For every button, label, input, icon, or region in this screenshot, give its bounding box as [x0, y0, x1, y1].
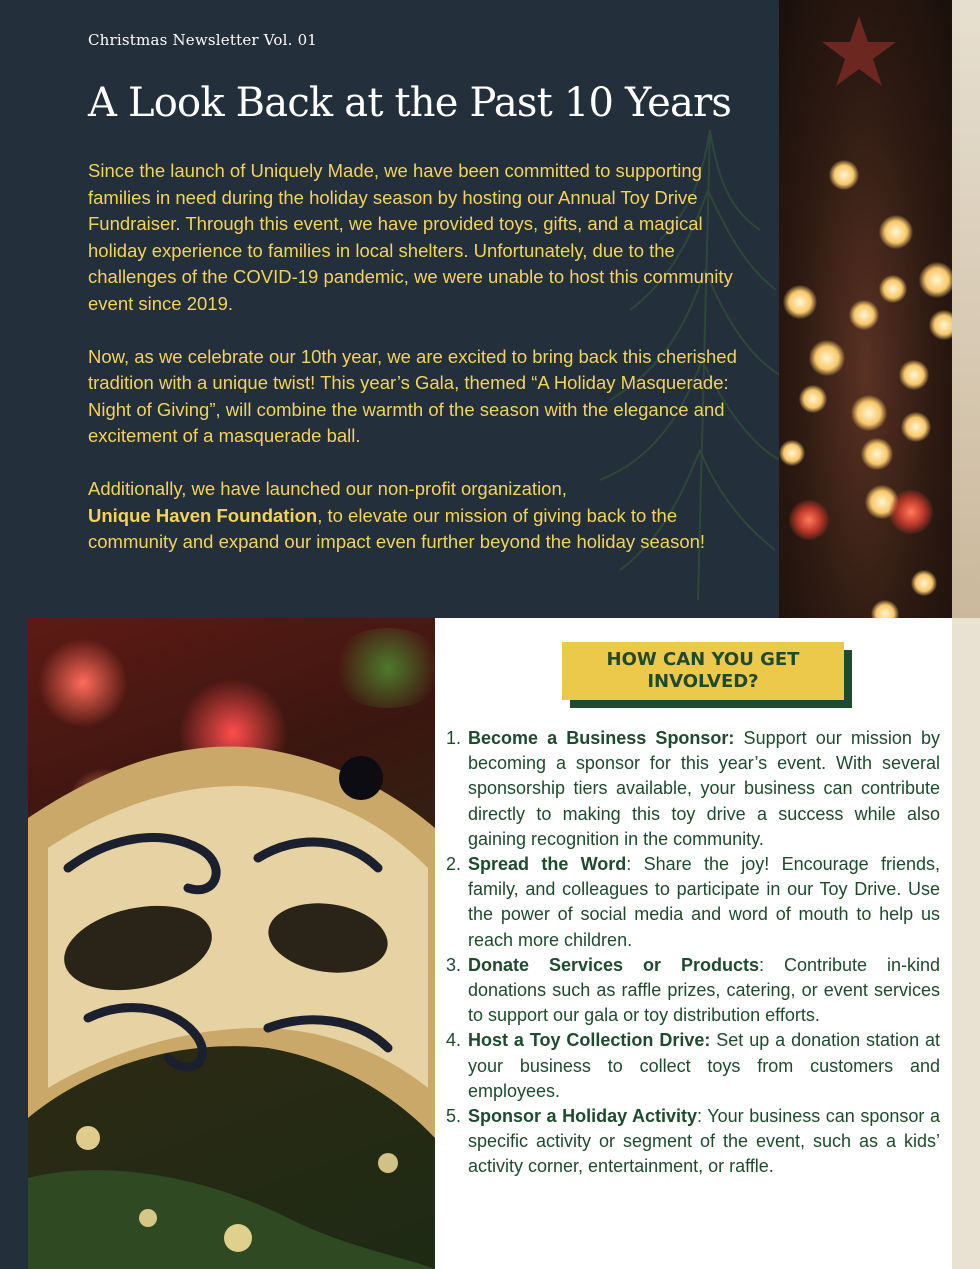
christmas-tree-photo [779, 0, 952, 618]
light-bokeh [879, 275, 907, 303]
newsletter-kicker: Christmas Newsletter Vol. 01 [88, 31, 318, 49]
light-bokeh [809, 340, 845, 376]
involvement-heading [562, 642, 844, 700]
list-item-text: Set up a donation station at your business to collect toys from customers and employees. [468, 1030, 940, 1101]
light-bokeh [851, 395, 887, 431]
intro-paragraph: Since the launch of Uniquely Made, we have been committed to supporting families in need during the holiday season by hosting our Annual Toy Drive Fundraiser. Through this event, we have provided toys, gifts, and a magical holiday experience to families in local shelters. Unfortunately, due to the challenges of the COVID-19 pandemic, we were unable to host this community event since 2019. [88, 160, 733, 314]
list-item [446, 852, 940, 953]
list-number: 1. [446, 728, 462, 748]
list-item-text: Support our mission by becoming a sponsor for this year’s event. With several sponsorship tiers available, your business can contribute directly to making this toy drive a success while also gaining recognition in the community. [468, 728, 940, 849]
light-bokeh [799, 385, 827, 413]
list-number: 5. [446, 1106, 462, 1127]
intro-paragraph: Now, as we celebrate our 10th year, we are excited to bring back this cherished tradition with a unique twist! This year’s Gala, themed “A Holiday Masquerade: Night of Giving”, will combine the warmth of the season with the elegance and excitement of a masquerade ball. [88, 345, 737, 446]
light-bokeh [901, 412, 931, 442]
light-bokeh [779, 440, 805, 466]
light-bokeh [861, 438, 893, 470]
list-item-title: Spread the Word [468, 854, 627, 875]
light-bokeh [783, 285, 817, 319]
page-title: A Look Back at the Past 10 Years [88, 80, 732, 126]
intro-text-segment: Additionally, we have launched our non-profit organization, [88, 478, 567, 499]
list-item-text: : Share the joy! Encourage friends, family, and colleagues to participate in our Toy Drive. Use the power of social media and word of mouth to help us reach more children. [468, 854, 940, 950]
list-item [446, 726, 940, 852]
intro-text-segment: , to elevate our mission of giving back to the community and expand our impact even further beyond the holiday season! [88, 504, 706, 552]
page-edge-strip-top [952, 0, 980, 618]
ornament-bokeh [889, 490, 933, 534]
list-number: 2. [446, 854, 462, 875]
heading-line: INVOLVED? [647, 671, 759, 692]
foundation-name: Unique Haven Foundation [88, 504, 318, 526]
light-bokeh [911, 570, 937, 596]
involvement-list [446, 726, 940, 1180]
list-number: 3. [446, 954, 462, 975]
list-number: 4. [446, 1030, 462, 1051]
list-item [446, 953, 940, 1029]
list-item-text: : Contribute in-kind donations such as raffle prizes, catering, or event services to support our gala or toy distribution efforts. [468, 954, 940, 1026]
light-bokeh [849, 300, 879, 330]
list-item [446, 1028, 940, 1104]
list-item-title: Host a Toy Collection Drive: [468, 1030, 711, 1051]
list-item-title: Become a Business Sponsor: [468, 728, 735, 748]
ornament-bokeh [789, 500, 829, 540]
list-item-title: Sponsor a Holiday Activity [468, 1106, 698, 1127]
light-bokeh [879, 215, 913, 249]
list-item [446, 1104, 940, 1180]
list-item-title: Donate Services or Products [468, 954, 759, 975]
heading-line: HOW CAN YOU GET [606, 649, 800, 670]
masquerade-mask-photo [28, 618, 435, 1269]
intro-text [88, 158, 758, 582]
list-item-text: : Your business can sponsor a specific activity or segment of the event, such as a kids’ activity corner, entertainment, or raffle. [468, 1106, 940, 1177]
light-bokeh [829, 160, 859, 190]
light-bokeh [899, 360, 929, 390]
light-bokeh [919, 262, 952, 298]
star-icon [819, 12, 899, 92]
intro-paragraph [88, 476, 758, 556]
light-bokeh [929, 310, 952, 340]
mask-illustration [28, 618, 435, 1269]
light-bokeh [871, 600, 899, 618]
